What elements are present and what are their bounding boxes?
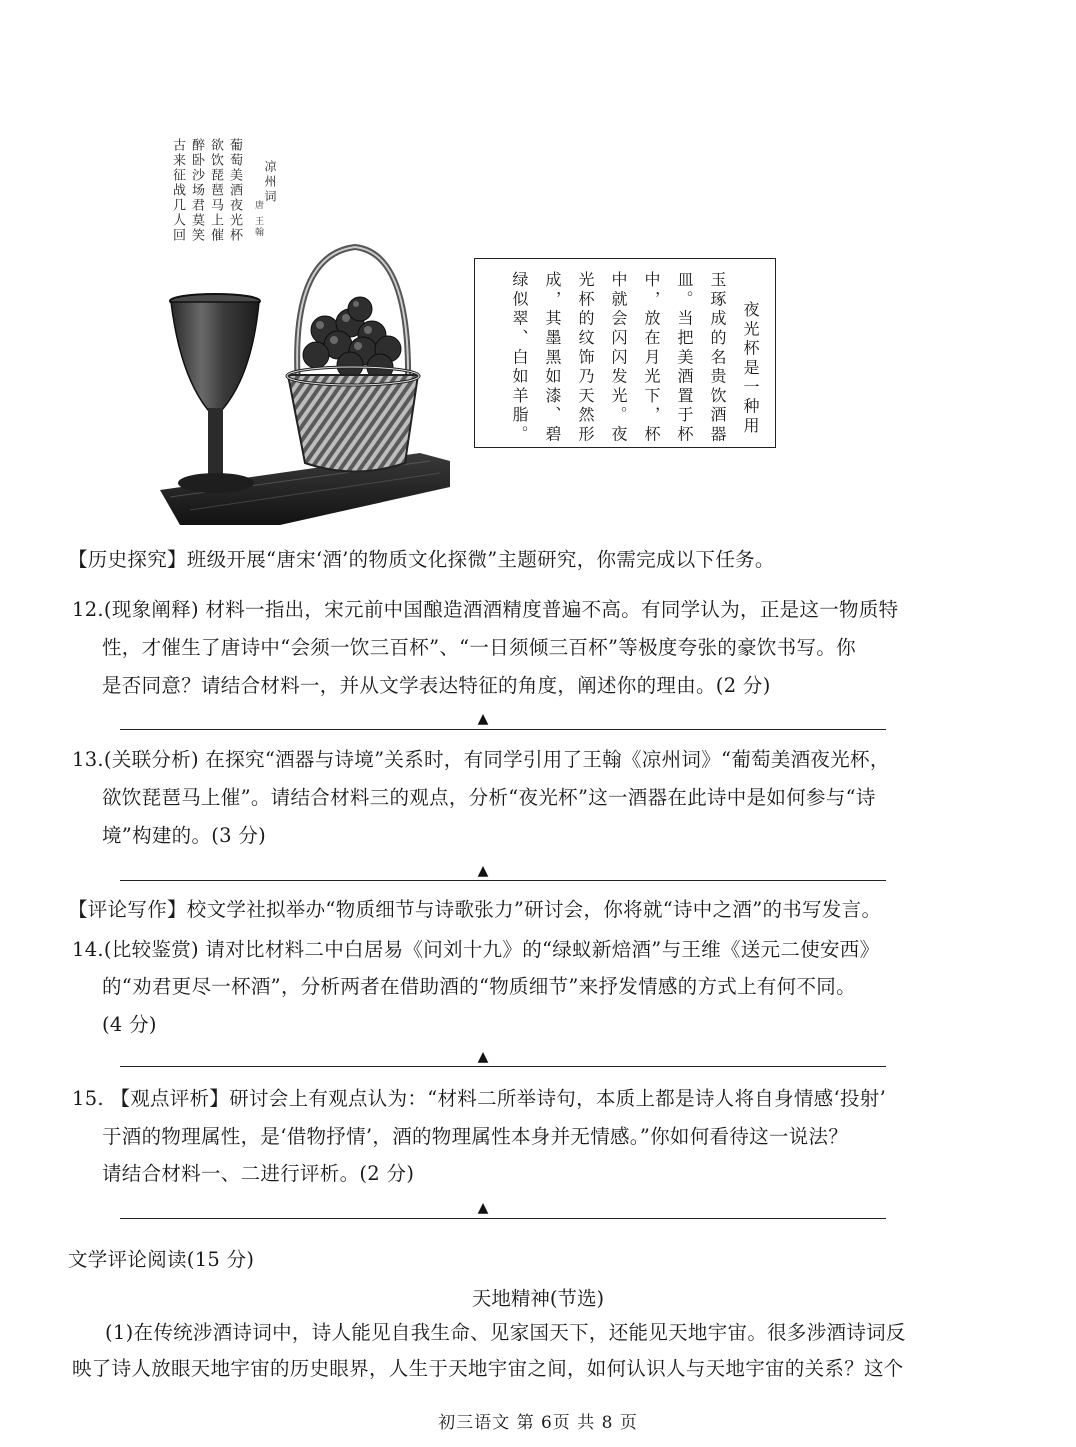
calligraphy-column: 欲饮琵琶马上催: [208, 138, 223, 243]
question-line: 性，才催生了唐诗中“会须一饮三百杯”、“一日须倾三百杯”等极度夸张的豪饮书写。你: [102, 636, 856, 659]
section-heading-history: 【历史探究】班级开展“唐宋‘酒’的物质文化探微”主题研究，你需完成以下任务。: [68, 548, 775, 571]
section-title-literary: 文学评论阅读(15 分): [68, 1248, 255, 1271]
calligraphy-column: 古来征战几人回: [170, 138, 185, 243]
answer-line[interactable]: [120, 729, 886, 730]
note-column: 玉琢成的名贵饮酒器: [708, 271, 727, 445]
question-line: 请结合材料一、二进行评析。(2 分): [102, 1162, 415, 1185]
answer-marker: ▲: [477, 863, 489, 879]
paragraph-line: (1)在传统涉酒诗词中，诗人能见自我生命、见家国天下，还能见天地宇宙。很多涉酒诗词反: [105, 1321, 906, 1344]
question-line: 14.(比较鉴赏) 请对比材料二中白居易《问刘十九》的“绿蚁新焙酒”与王维《送元二使安西》: [72, 938, 880, 961]
question-line: 15. 【观点评析】研讨会上有观点认为：“材料二所举诗句，本质上都是诗人将自身情感‘投射’: [72, 1087, 887, 1110]
question-line: 是否同意？请结合材料一，并从文学表达特征的角度，阐述你的理由。(2 分): [102, 674, 771, 697]
note-column: 夜光杯是一种用: [741, 301, 760, 437]
answer-line[interactable]: [120, 1066, 886, 1067]
question-line: 的“劝君更尽一杯酒”，分析两者在借助酒的“物质细节”来抒发情感的方式上有何不同。: [102, 975, 856, 998]
section-heading-review: 【评论写作】校文学社拟举办“物质细节与诗歌张力”研讨会，你将就“诗中之酒”的书写发言。: [68, 898, 882, 921]
question-line: 于酒的物理属性，是‘借物抒情’，酒的物理属性本身并无情感。”你如何看待这一说法？: [102, 1125, 849, 1148]
note-column: 中，放在月光下，杯: [642, 271, 661, 445]
note-column: 绿似翠、白如羊脂。: [510, 271, 529, 445]
question-line: (4 分): [102, 1013, 157, 1036]
note-column: 皿。当把美酒置于杯: [675, 271, 694, 445]
article-title: 天地精神(节选): [471, 1287, 605, 1310]
answer-line[interactable]: [120, 880, 886, 881]
note-column: 光杯的纹饰乃天然形: [576, 271, 595, 445]
question-line: 境”构建的。(3 分): [102, 824, 267, 847]
answer-line[interactable]: [120, 1218, 886, 1219]
calligraphy-column: 葡萄美酒夜光杯: [227, 138, 242, 243]
night-glow-cup-note-box: [474, 258, 776, 448]
poem-title: 凉州词: [263, 160, 277, 205]
paragraph-line: 映了诗人放眼天地宇宙的历史眼界，人生于天地宇宙之间，如何认识人与天地宇宙的关系？这个: [72, 1357, 904, 1380]
answer-marker: ▲: [477, 1200, 489, 1216]
poem-author: 唐 王翰: [253, 200, 263, 238]
question-line: 12.(现象阐释) 材料一指出，宋元前中国酿造酒酒精度普遍不高。有同学认为，正是这一物质特: [72, 598, 899, 621]
calligraphy-column: 醉卧沙场君莫笑: [189, 138, 204, 243]
note-column: 中就会闪闪发光。夜: [609, 271, 628, 445]
question-line: 欲饮琵琶马上催”。请结合材料三的观点，分析“夜光杯”这一酒器在此诗中是如何参与“诗: [102, 786, 876, 809]
answer-marker: ▲: [477, 1049, 489, 1065]
answer-marker: ▲: [477, 711, 489, 727]
calligraphy-title: [262, 160, 279, 205]
page-footer: 初三语文 第 6页 共 8 页: [438, 1413, 638, 1433]
night-glow-cup-illustration: [160, 235, 460, 530]
note-column: 成，其墨黑如漆、碧: [543, 271, 562, 445]
question-line: 13.(关联分析) 在探究“酒器与诗境”关系时，有同学引用了王翰《凉州词》“葡萄美酒夜光杯，: [72, 748, 890, 771]
